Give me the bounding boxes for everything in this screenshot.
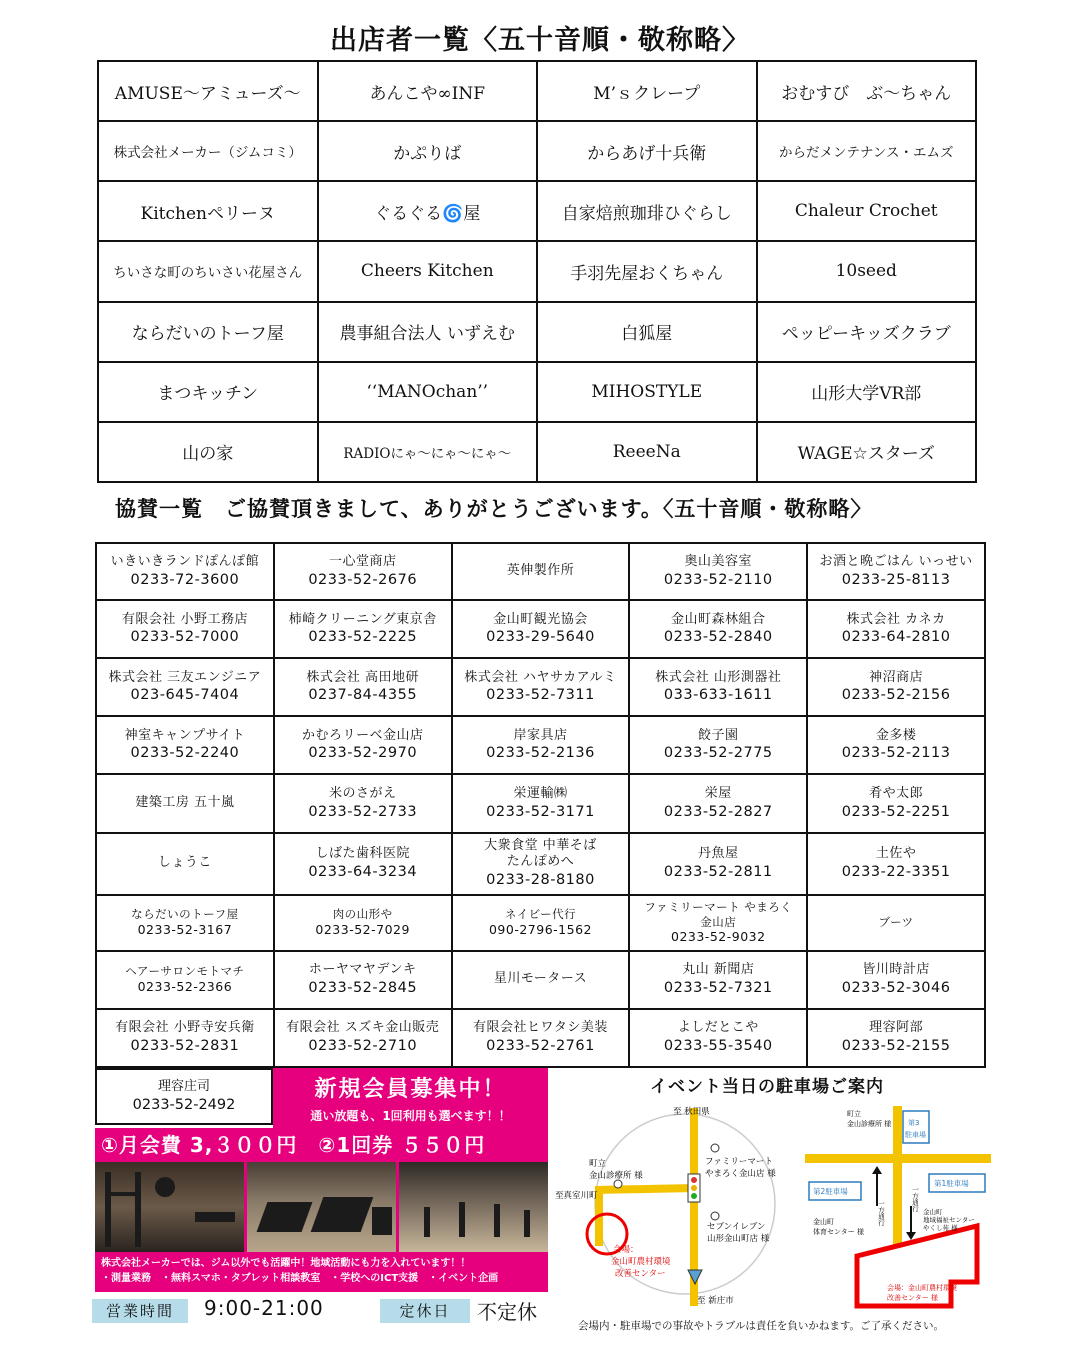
map-label-venue2: 改善センター — [615, 1269, 666, 1279]
map-circle — [595, 1114, 775, 1294]
vendor-cell: 株式会社メーカー（ジムコミ） — [98, 121, 318, 181]
vendor-cell: 10seed — [757, 241, 977, 301]
sponsor-cell — [96, 600, 274, 658]
sponsor-name: 星川モータース — [493, 971, 588, 987]
map-label-familymart2: やまろく金山店 様 — [705, 1169, 776, 1179]
sponsor-cell — [96, 543, 274, 600]
sponsor-name: ブーツ — [878, 915, 914, 930]
map-label-seven2: 山形金山町店 様 — [707, 1234, 770, 1244]
sponsor-phone: 0233-22-3351 — [841, 863, 951, 880]
road-right-vertical — [893, 1106, 902, 1251]
sponsor-phone: 0233-52-3167 — [137, 922, 233, 938]
sponsor-cell — [96, 951, 274, 1009]
sponsor-cell — [629, 895, 807, 951]
sponsor-name: 金山町森林組合 — [671, 611, 766, 627]
sponsor-cell — [807, 833, 985, 895]
sponsor-name: ならだいのトーフ屋 — [131, 907, 239, 922]
sponsor-name: 柿崎クリーニング東京舎 — [288, 611, 437, 627]
sponsor-cell — [274, 895, 452, 951]
sponsor-name: 株式会社 高田地研 — [306, 669, 420, 685]
sponsor-cell — [629, 833, 807, 895]
closed-label: 定休日 — [380, 1299, 470, 1323]
sponsor-name: ネイビー代行 — [504, 907, 577, 922]
sponsor-cell — [96, 716, 274, 774]
sponsor-name: 丹魚屋 — [698, 846, 739, 861]
sponsor-cell — [629, 1009, 807, 1067]
sponsor-phone: 0233-52-2240 — [130, 745, 240, 762]
closed-value: 不定休 — [477, 1300, 537, 1324]
sponsor-cell — [452, 833, 630, 895]
sponsor-phone: 0233-64-3234 — [308, 863, 418, 880]
sponsor-name: 建築工房 五十嵐 — [135, 795, 235, 811]
sponsor-phone: 0233-52-2251 — [841, 803, 951, 820]
sponsor-phone: 023-645-7404 — [130, 687, 240, 704]
sponsor-cell — [452, 716, 630, 774]
map-label-r-venue: 会場：金山町農村環境 — [887, 1284, 957, 1292]
vendor-cell: M’ｓクレープ — [537, 61, 757, 121]
map-label-r-venue2: 改善センター 様 — [887, 1294, 938, 1302]
sponsor-name: 株式会社 三友エンジニア — [108, 669, 262, 685]
sponsor-phone: 0233-52-3046 — [841, 979, 951, 996]
map-label-welfare3: やくし苑 様 — [923, 1224, 958, 1232]
map-label-mamurogawa: 至真室川町 — [555, 1191, 598, 1201]
map-label-gym: 金山町 — [813, 1218, 834, 1226]
sponsor-name: 理容阿部 — [869, 1020, 924, 1036]
sponsor-phone: 0233-52-2970 — [308, 745, 418, 762]
map-label-p2: 第2駐車場 — [813, 1187, 848, 1196]
sponsor-phone: 0237-84-4355 — [308, 687, 418, 704]
sponsor-cell — [452, 600, 630, 658]
sponsor-phone: 0233-52-2113 — [841, 745, 951, 762]
vendor-cell: WAGE☆スターズ — [757, 422, 977, 482]
sponsor-row — [96, 951, 985, 1009]
map-label-welfare: 金山町 — [923, 1208, 943, 1216]
vendor-cell: RADIOにゃ〜にゃ〜にゃ〜 — [318, 422, 538, 482]
sponsor-name: ヘアーサロンモトマチ — [125, 964, 245, 979]
vendor-row — [98, 302, 976, 362]
vendor-cell: 山の家 — [98, 422, 318, 482]
sponsor-name: よしだとこや — [677, 1020, 759, 1036]
sponsor-name: 土佐や — [875, 846, 917, 861]
sponsor-cell — [274, 833, 452, 895]
vendor-cell: ペッピーキッズクラブ — [757, 302, 977, 362]
sponsor-phone: 0233-55-3540 — [663, 1037, 773, 1054]
sponsor-phone: 0233-52-2775 — [663, 745, 773, 762]
ad-title: 新規会員募集中！ — [314, 1077, 507, 1102]
sponsor-cell — [629, 716, 807, 774]
vendor-cell: 自家焙煎珈琲ひぐらし — [537, 181, 757, 241]
vendor-cell: ReeeNa — [537, 422, 757, 482]
sponsor-cell — [807, 543, 985, 600]
vendor-cell: からあげ十兵衛 — [537, 121, 757, 181]
map-label-familymart: ファミリーマート — [705, 1157, 773, 1167]
vendor-row — [98, 422, 976, 482]
ad-header — [273, 1068, 548, 1128]
clinic-marker-icon — [614, 1180, 622, 1188]
vendors-table — [97, 60, 977, 483]
sponsor-phone: 0233-52-2761 — [486, 1037, 595, 1054]
sponsor-cell — [452, 658, 630, 716]
sponsor-phone: 0233-52-2136 — [486, 745, 595, 762]
sponsor-name: 神室キャンプサイト — [124, 727, 246, 743]
vendor-cell: ちいさな町のちいさい花屋さん — [98, 241, 318, 301]
sponsors-title: 協賛一覧 ご協賛頂きまして、ありがとうございます。〈五十音順・敬称略〉 — [115, 496, 873, 521]
sponsor-row — [96, 600, 985, 658]
ad-photos — [95, 1162, 548, 1252]
sponsor-phone: 0233-52-2492 — [132, 1096, 236, 1113]
vendor-row — [98, 121, 976, 181]
sponsor-phone: 0233-28-8180 — [486, 871, 595, 888]
sponsor-row — [96, 1009, 985, 1067]
hours-value: 9:00-21:00 — [204, 1296, 324, 1320]
sponsor-cell — [452, 543, 630, 600]
sponsor-cell — [96, 895, 274, 951]
vendor-row — [98, 181, 976, 241]
map-label-welfare2: 地域福祉センター — [923, 1216, 975, 1224]
vendor-cell: まつキッチン — [98, 362, 318, 422]
gym-photo — [399, 1162, 548, 1252]
sponsor-row — [96, 716, 985, 774]
ad-subtitle: 通い放題も、1回利用も選べます！！ — [310, 1109, 511, 1123]
gym-photo — [247, 1162, 396, 1252]
sponsor-name: 金多楼 — [875, 727, 917, 743]
map-label-p3b: 駐車場 — [905, 1131, 926, 1139]
sponsor-phone: 0233-52-2831 — [130, 1037, 240, 1054]
sponsor-name: 有限会社 小野工務店 — [121, 611, 248, 627]
vendor-cell: 農事組合法人 いずえむ — [318, 302, 538, 362]
sponsor-phone: 0233-52-2110 — [663, 571, 773, 588]
sponsor-cell — [96, 658, 274, 716]
sponsor-phone: 0233-52-2845 — [308, 979, 418, 996]
sponsor-cell — [274, 951, 452, 1009]
sponsor-cell — [452, 774, 630, 832]
sponsor-phone: 0233-52-2156 — [841, 687, 951, 704]
sponsor-name: 株式会社 ハヤサカアルミ — [464, 669, 617, 685]
hours-label: 営業時間 — [92, 1299, 188, 1323]
sponsor-phone: 0233-52-2676 — [308, 571, 418, 588]
vendor-cell: かぷりば — [318, 121, 538, 181]
parking-map — [555, 1096, 995, 1316]
sponsor-name: ファミリーマート やまろく — [644, 899, 793, 914]
sponsor-name: 栄運輸㈱ — [513, 785, 568, 801]
map-label-venue: 金山町農村環境 — [611, 1257, 671, 1267]
sponsor-name: 奥山美容室 — [684, 553, 753, 569]
vendor-cell: からだメンテナンス・エムズ — [757, 121, 977, 181]
sponsor-name: 株式会社 カネカ — [846, 611, 946, 627]
sponsor-phone: 0233-52-2840 — [663, 629, 773, 646]
sponsor-cell — [807, 951, 985, 1009]
sponsor-name: 英伸製作所 — [506, 563, 575, 579]
sponsor-name-line2: 金山店 — [700, 914, 737, 929]
map-note: 会場内・駐車場での事故やトラブルは責任を負いかねます。ご了承ください。 — [578, 1320, 945, 1332]
sponsor-row — [96, 543, 985, 600]
sponsors-table — [95, 542, 986, 1068]
vendor-row — [98, 61, 976, 121]
sponsor-name: 肴や太郎 — [869, 785, 924, 801]
sponsor-cell — [452, 895, 630, 951]
sponsor-phone: 0233-72-3600 — [130, 571, 240, 588]
sponsor-name: 理容庄司 — [157, 1079, 210, 1094]
vendor-cell: おむすび ぶ〜ちゃん — [757, 61, 977, 121]
vendor-row — [98, 241, 976, 301]
vendor-cell: Kitchenペリーヌ — [98, 181, 318, 241]
vendor-cell: ‘‘MANOchan’’ — [318, 362, 538, 422]
sponsor-phone: 0233-52-3171 — [486, 803, 595, 820]
ad-desc-line: 株式会社メーカーでは、ジム以外でも活躍中！地域活動にも力を入れています！！ — [101, 1258, 471, 1269]
map-label-seven: セブンイレブン — [707, 1222, 766, 1232]
ad-price: ①月会費 3,３００円 ②1回券 ５５０円 — [95, 1128, 548, 1162]
sponsor-name: 餃子園 — [698, 727, 739, 743]
map-label-p3: 第3 — [908, 1119, 920, 1127]
sponsor-name: 大衆食堂 中華そば — [484, 837, 597, 853]
sponsor-phone: 0233-52-2710 — [308, 1037, 418, 1054]
map-label-akita: 至 秋田県 — [673, 1107, 710, 1117]
sponsor-cell — [629, 600, 807, 658]
sponsor-name: お酒と晩ごはん いっせい — [819, 553, 973, 569]
ad-description — [95, 1252, 548, 1292]
sponsor-name: 岸家具店 — [513, 727, 568, 743]
sponsor-cell — [807, 774, 985, 832]
sponsor-name: 金山町観光協会 — [493, 611, 588, 627]
sponsor-cell — [274, 716, 452, 774]
sponsor-phone: 0233-52-2366 — [137, 979, 233, 995]
map-label-venue-label: 会場： — [613, 1245, 639, 1255]
sponsor-name: 米のさがえ — [328, 785, 397, 801]
familymart-marker-icon — [711, 1144, 719, 1152]
vendor-cell: Chaleur Crochet — [757, 181, 977, 241]
sponsor-cell — [807, 895, 985, 951]
sponsor-phone: 0233-52-2811 — [663, 863, 773, 880]
map-label-shinjo: 至 新庄市 — [697, 1296, 734, 1306]
seven-marker-icon — [711, 1212, 719, 1220]
sponsor-row — [96, 833, 985, 895]
sponsor-name: 有限会社 スズキ金山販売 — [286, 1020, 440, 1036]
map-label-gym2: 体育センター 様 — [813, 1228, 864, 1236]
sponsor-name: 神沼商店 — [869, 669, 924, 685]
sponsor-phone: 0233-64-2810 — [841, 629, 951, 646]
vendor-cell: Cheers Kitchen — [318, 241, 538, 301]
sponsor-name: しばた歯科医院 — [315, 846, 410, 861]
sponsor-cell — [96, 1009, 274, 1067]
sponsor-phone: 0233-52-7029 — [315, 922, 410, 938]
ad-desc-line: ・測量業務 ・無料スマホ・タブレット相談教室 ・学校へのICT支援 ・イベント企画 — [101, 1273, 499, 1284]
sponsor-name: かむろリーベ金山店 — [301, 727, 424, 743]
map-label-p1: 第1駐車場 — [934, 1179, 969, 1188]
sponsor-cell — [274, 543, 452, 600]
sponsor-name: 一心堂商店 — [328, 553, 397, 569]
sponsor-name: ホーヤマヤデンキ — [308, 962, 417, 978]
sponsor-cell — [452, 1009, 630, 1067]
sponsor-cell — [807, 658, 985, 716]
map-label-clinic: 町立 — [589, 1159, 607, 1169]
sponsor-cell — [807, 716, 985, 774]
vendors-title: 出店者一覧〈五十音順・敬称略〉 — [330, 25, 750, 56]
sponsor-extra-cell — [95, 1068, 273, 1125]
sponsor-name: 有限会社ヒワタシ美装 — [473, 1020, 608, 1036]
vendor-cell: あんこや∞INF — [318, 61, 538, 121]
sponsor-phone: 0233-52-2155 — [841, 1037, 951, 1054]
map-label-oneway-right: 一方通行 — [911, 1186, 919, 1212]
sponsor-cell — [452, 951, 630, 1009]
sponsor-cell — [274, 774, 452, 832]
sponsor-cell — [274, 1009, 452, 1067]
sponsor-phone: 0233-52-2827 — [663, 803, 773, 820]
sponsor-row — [96, 895, 985, 951]
sponsor-cell — [629, 774, 807, 832]
sponsor-name: 肉の山形や — [332, 907, 393, 922]
sponsor-cell — [807, 600, 985, 658]
vendor-cell: 手羽先屋おくちゃん — [537, 241, 757, 301]
sponsor-phone: 0233-52-2733 — [308, 803, 418, 820]
sponsor-name: 有限会社 小野寺安兵衛 — [115, 1020, 255, 1036]
sponsor-phone: 0233-52-7000 — [130, 629, 240, 646]
sponsor-name: 株式会社 山形測器社 — [655, 669, 782, 685]
sponsor-phone: 0233-52-7311 — [486, 687, 595, 704]
sponsor-phone: 090-2796-1562 — [488, 922, 592, 938]
sponsor-cell — [629, 951, 807, 1009]
sponsor-phone: 0233-52-7321 — [663, 979, 773, 996]
sponsor-name: 丸山 新聞店 — [682, 962, 755, 978]
vendor-cell: 白狐屋 — [537, 302, 757, 362]
sponsor-name: 栄屋 — [704, 785, 732, 801]
sponsor-phone: 0233-52-9032 — [671, 929, 766, 945]
map-label-clinic2: 金山診療所 様 — [589, 1171, 643, 1181]
map-label-r-clinic: 町立 — [847, 1110, 861, 1118]
vendor-cell: MIHOSTYLE — [537, 362, 757, 422]
sponsor-name: いきいきランドぽんぽ館 — [110, 553, 260, 569]
sponsor-cell — [274, 658, 452, 716]
sponsor-cell — [807, 1009, 985, 1067]
sponsor-row — [96, 658, 985, 716]
map-label-r-clinic2: 金山診療所 様 — [847, 1120, 892, 1128]
vendor-row — [98, 362, 976, 422]
vendor-cell: ならだいのトーフ屋 — [98, 302, 318, 362]
sponsor-phone: 0233-25-8113 — [841, 571, 951, 588]
sponsor-name-line2: たんぽめへ — [506, 854, 575, 870]
sponsor-phone: 0233-29-5640 — [486, 629, 595, 646]
sponsor-phone: 0233-52-2225 — [308, 629, 418, 646]
sponsor-cell — [274, 600, 452, 658]
gym-photo — [95, 1162, 244, 1252]
vendor-cell: ぐるぐる🌀屋 — [318, 181, 538, 241]
map-title: イベント当日の駐車場ご案内 — [650, 1077, 884, 1097]
sponsor-phone: 033-633-1611 — [663, 687, 773, 704]
map-label-oneway-left: 一方通行 — [877, 1200, 885, 1226]
sponsor-name: しょうこ — [157, 855, 212, 871]
sponsor-row — [96, 774, 985, 832]
sponsor-name: 皆川時計店 — [862, 962, 930, 978]
vendor-cell: AMUSE〜アミューズ〜 — [98, 61, 318, 121]
vendor-cell: 山形大学VR部 — [757, 362, 977, 422]
sponsor-cell — [629, 543, 807, 600]
sponsor-cell — [96, 833, 274, 895]
sponsor-cell — [96, 774, 274, 832]
sponsor-cell — [629, 658, 807, 716]
